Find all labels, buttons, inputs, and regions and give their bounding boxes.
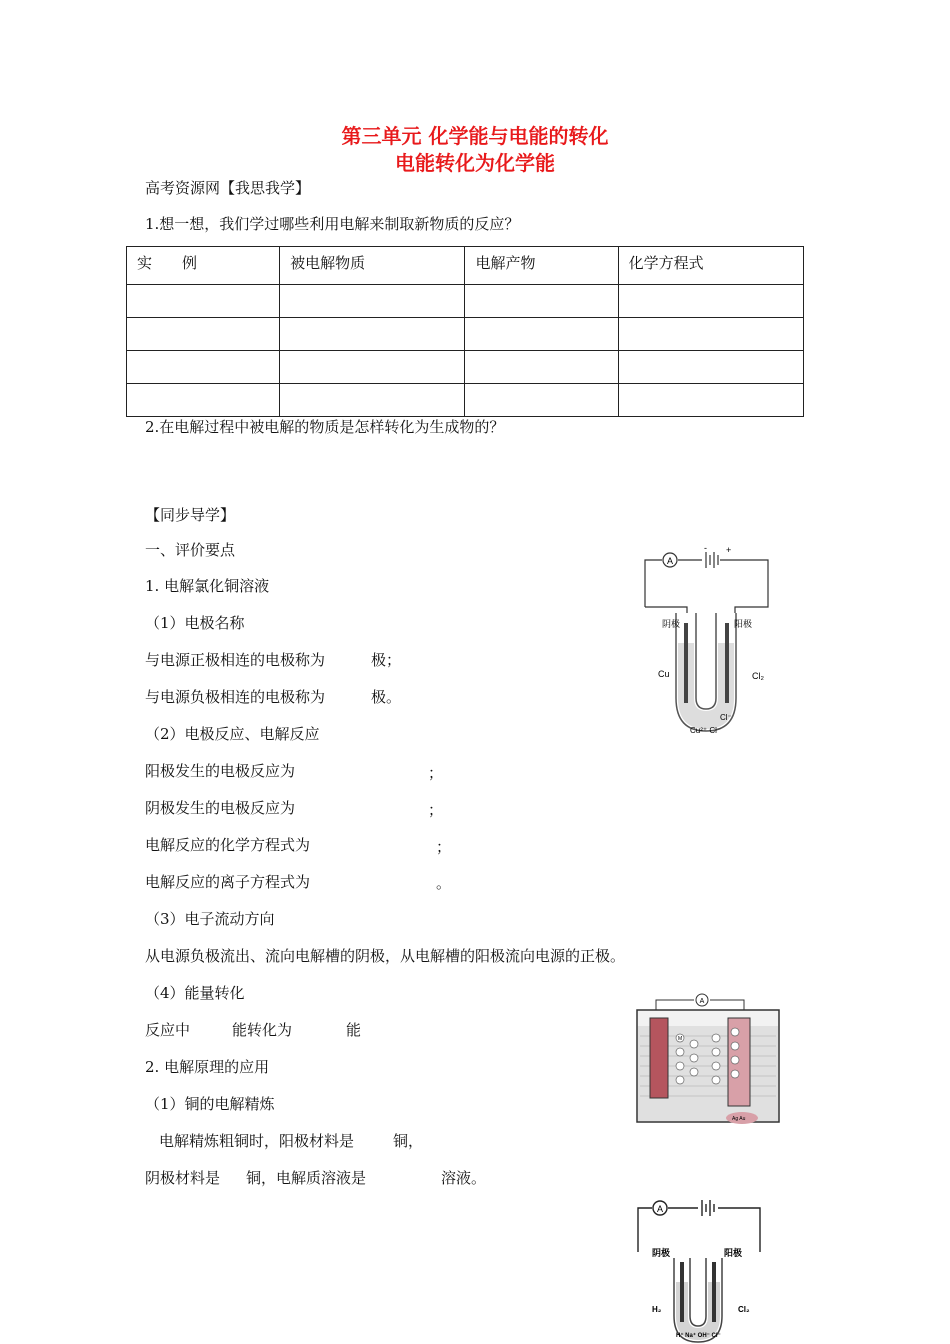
table-header: 被电解物质 <box>280 247 465 285</box>
sub-4: （4）能量转化 <box>145 984 245 1002</box>
cathode-label: 阴极 <box>662 619 681 629</box>
ionic-equation-end: 。 <box>436 874 452 892</box>
h2-label: H₂ <box>652 1305 662 1314</box>
negative-electrode-line: 与电源负极相连的电极称为 <box>145 688 326 706</box>
refine-line-1b: 铜， <box>393 1132 424 1150</box>
intro-heading: 高考资源网【我思我学】 <box>145 179 311 197</box>
table-header: 化学方程式 <box>618 247 803 285</box>
refine-line-2c: 溶液。 <box>441 1169 487 1187</box>
item-2: 2. 电解原理的应用 <box>145 1058 270 1076</box>
ammeter-label: A <box>666 556 674 566</box>
table-header-row <box>127 247 804 285</box>
ionic-equation-line: 电解反应的离子方程式为 <box>145 873 311 891</box>
energy-line-b: 能转化为 <box>232 1021 293 1039</box>
minus-sign: - <box>704 543 707 553</box>
page-title-line2: 电能转化为化学能 <box>395 151 555 175</box>
ions-label: Cu²⁺ Cl⁻ <box>690 726 722 735</box>
table-cell <box>618 351 803 384</box>
refine-line-2b: 铜，电解质溶液是 <box>246 1169 367 1187</box>
sediment-label: Ag Au <box>732 1116 746 1122</box>
chemical-equation-line: 电解反应的化学方程式为 <box>145 836 311 854</box>
pure-copper-cathode <box>650 1018 668 1098</box>
table-cell <box>280 318 465 351</box>
chemical-equation-end: ； <box>436 838 452 856</box>
sub-2: （2）电极反应、电解反应 <box>145 725 320 743</box>
cathode-label: 阴极 <box>652 1248 671 1258</box>
refine-line-1a: 电解精炼粗铜时，阳极材料是 <box>159 1132 355 1150</box>
table-cell <box>465 351 618 384</box>
question-2: 2.在电解过程中被电解的物质是怎样转化为生成物的？ <box>145 418 505 436</box>
cl2-label: Cl₂ <box>752 671 764 681</box>
table-cell <box>465 318 618 351</box>
page-title-line1: 第三单元 化学能与电能的转化 <box>341 124 609 148</box>
anode-reaction-line: 阳极发生的电极反应为 <box>145 762 296 780</box>
table-cell <box>618 285 803 318</box>
negative-electrode-end: 极。 <box>371 688 402 706</box>
table-cell <box>465 384 618 417</box>
cl-ion-label: Cl⁻ <box>720 713 732 722</box>
question-1: 1.想一想，我们学过哪些利用电解来制取新物质的反应？ <box>145 215 520 233</box>
refine-line-2a: 阴极材料是 <box>145 1169 221 1187</box>
table-row <box>127 318 804 351</box>
table-cell <box>127 285 280 318</box>
energy-line-c: 能 <box>346 1021 362 1039</box>
section-1: 一、评价要点 <box>145 541 236 559</box>
positive-electrode-end: 极； <box>371 651 402 669</box>
table-cell <box>280 384 465 417</box>
cucl2-electrolysis-diagram <box>640 543 775 743</box>
table-cell <box>127 318 280 351</box>
nacl-electrolysis-diagram <box>634 1196 764 1344</box>
plus-sign: + <box>726 545 732 555</box>
ions-label: H⁺ Na⁺ OH⁻ Cl⁻ <box>676 1333 721 1339</box>
table-cell <box>618 318 803 351</box>
table-cell <box>127 351 280 384</box>
cathode-reaction-end: ； <box>428 801 444 819</box>
energy-line-a: 反应中 <box>145 1021 191 1039</box>
reaction-table <box>126 246 804 417</box>
cathode-reaction-line: 阴极发生的电极反应为 <box>145 799 296 817</box>
cathode-rod <box>684 623 688 703</box>
table-cell <box>280 285 465 318</box>
sub-5: （1）铜的电解精炼 <box>145 1095 275 1113</box>
guide-heading: 【同步导学】 <box>145 506 236 524</box>
sub-3: （3）电子流动方向 <box>145 910 275 928</box>
table-cell <box>127 384 280 417</box>
anode-rod <box>725 623 729 703</box>
copper-refining-diagram <box>634 988 782 1126</box>
table-cell <box>280 351 465 384</box>
ion-label: M <box>678 1036 683 1042</box>
table-header: 实 例 <box>127 247 280 285</box>
cu-label: Cu <box>658 669 670 679</box>
ammeter-label: A <box>656 1204 664 1214</box>
cl2-label: Cl₂ <box>738 1305 750 1314</box>
electron-flow: 从电源负极流出、流向电解槽的阴极，从电解槽的阳极流向电源的正极。 <box>145 947 626 965</box>
table-header: 电解产物 <box>465 247 618 285</box>
table-cell <box>465 285 618 318</box>
anode-label: 阳极 <box>734 619 753 629</box>
ammeter-label: A <box>699 998 705 1005</box>
table-row <box>127 285 804 318</box>
table-row <box>127 384 804 417</box>
anode-label: 阳极 <box>724 1248 743 1258</box>
item-1: 1. 电解氯化铜溶液 <box>145 577 270 595</box>
table-cell <box>618 384 803 417</box>
table-row <box>127 351 804 384</box>
anode-reaction-end: ； <box>428 764 444 782</box>
sub-1: （1）电极名称 <box>145 614 245 632</box>
positive-electrode-line: 与电源正极相连的电极称为 <box>145 651 326 669</box>
